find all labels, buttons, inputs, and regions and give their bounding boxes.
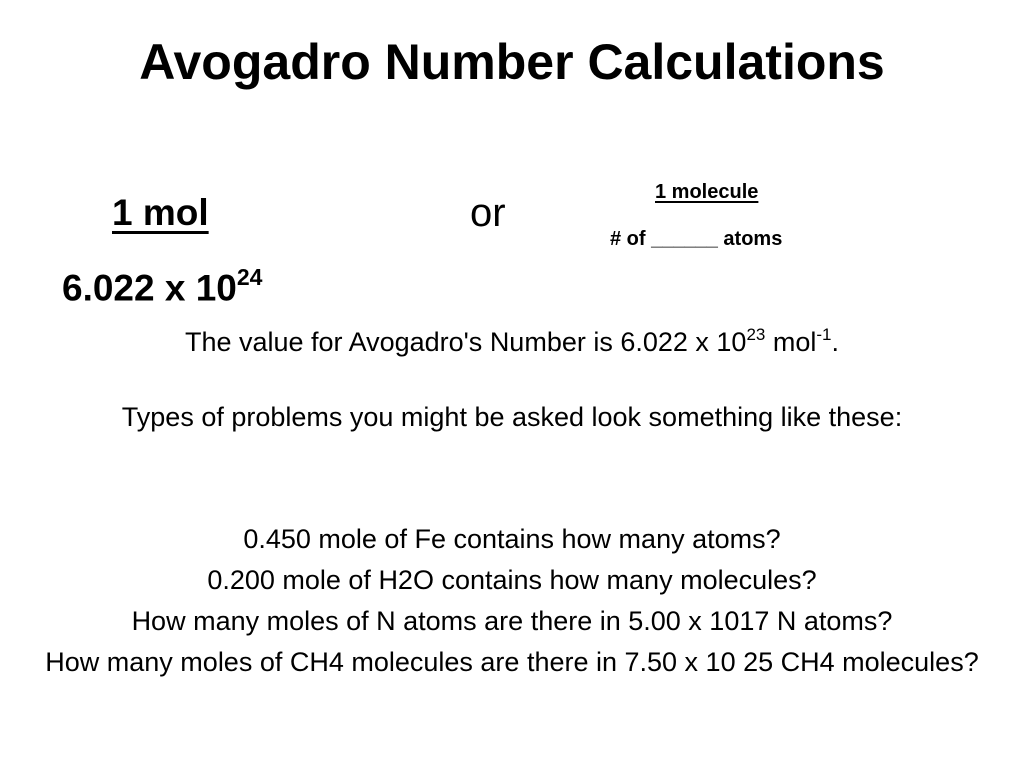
problem-item: How many moles of CH4 molecules are there in 7.50 x 10 25 CH4 molecules? (45, 647, 979, 677)
problem-item: How many moles of N atoms are there in 5.00 x 1017 N atoms? (131, 606, 893, 636)
problem-item: 0.200 mole of H2O contains how many molecules? (207, 565, 817, 595)
avogadro-statement-suffix: . (831, 327, 840, 357)
avogadro-unit: mol (765, 327, 817, 357)
avogadro-exponent: 23 (746, 325, 766, 344)
molecule-numerator: 1 molecule (655, 181, 759, 203)
avogadro-statement (40, 315, 984, 363)
mol-denominator-base: 6.022 x 10 (62, 267, 237, 309)
mol-numerator: 1 mol (112, 192, 209, 233)
slide-title: Avogadro Number Calculations (139, 34, 885, 90)
avogadro-statement-prefix: The value for Avogadro's Number is 6.022 x 10 (184, 327, 747, 357)
avogadro-unit-exponent: -1 (816, 325, 832, 344)
atoms-denominator: # of ______ atoms (610, 228, 783, 250)
problem-list (40, 519, 984, 683)
problem-intro: Types of problems you might be asked look something like these: (121, 402, 903, 432)
mol-denominator-exponent: 24 (236, 264, 263, 290)
problem-item: 0.450 mole of Fe contains how many atoms? (243, 524, 781, 554)
mol-denominator (62, 255, 262, 312)
or-label: or (470, 191, 506, 235)
